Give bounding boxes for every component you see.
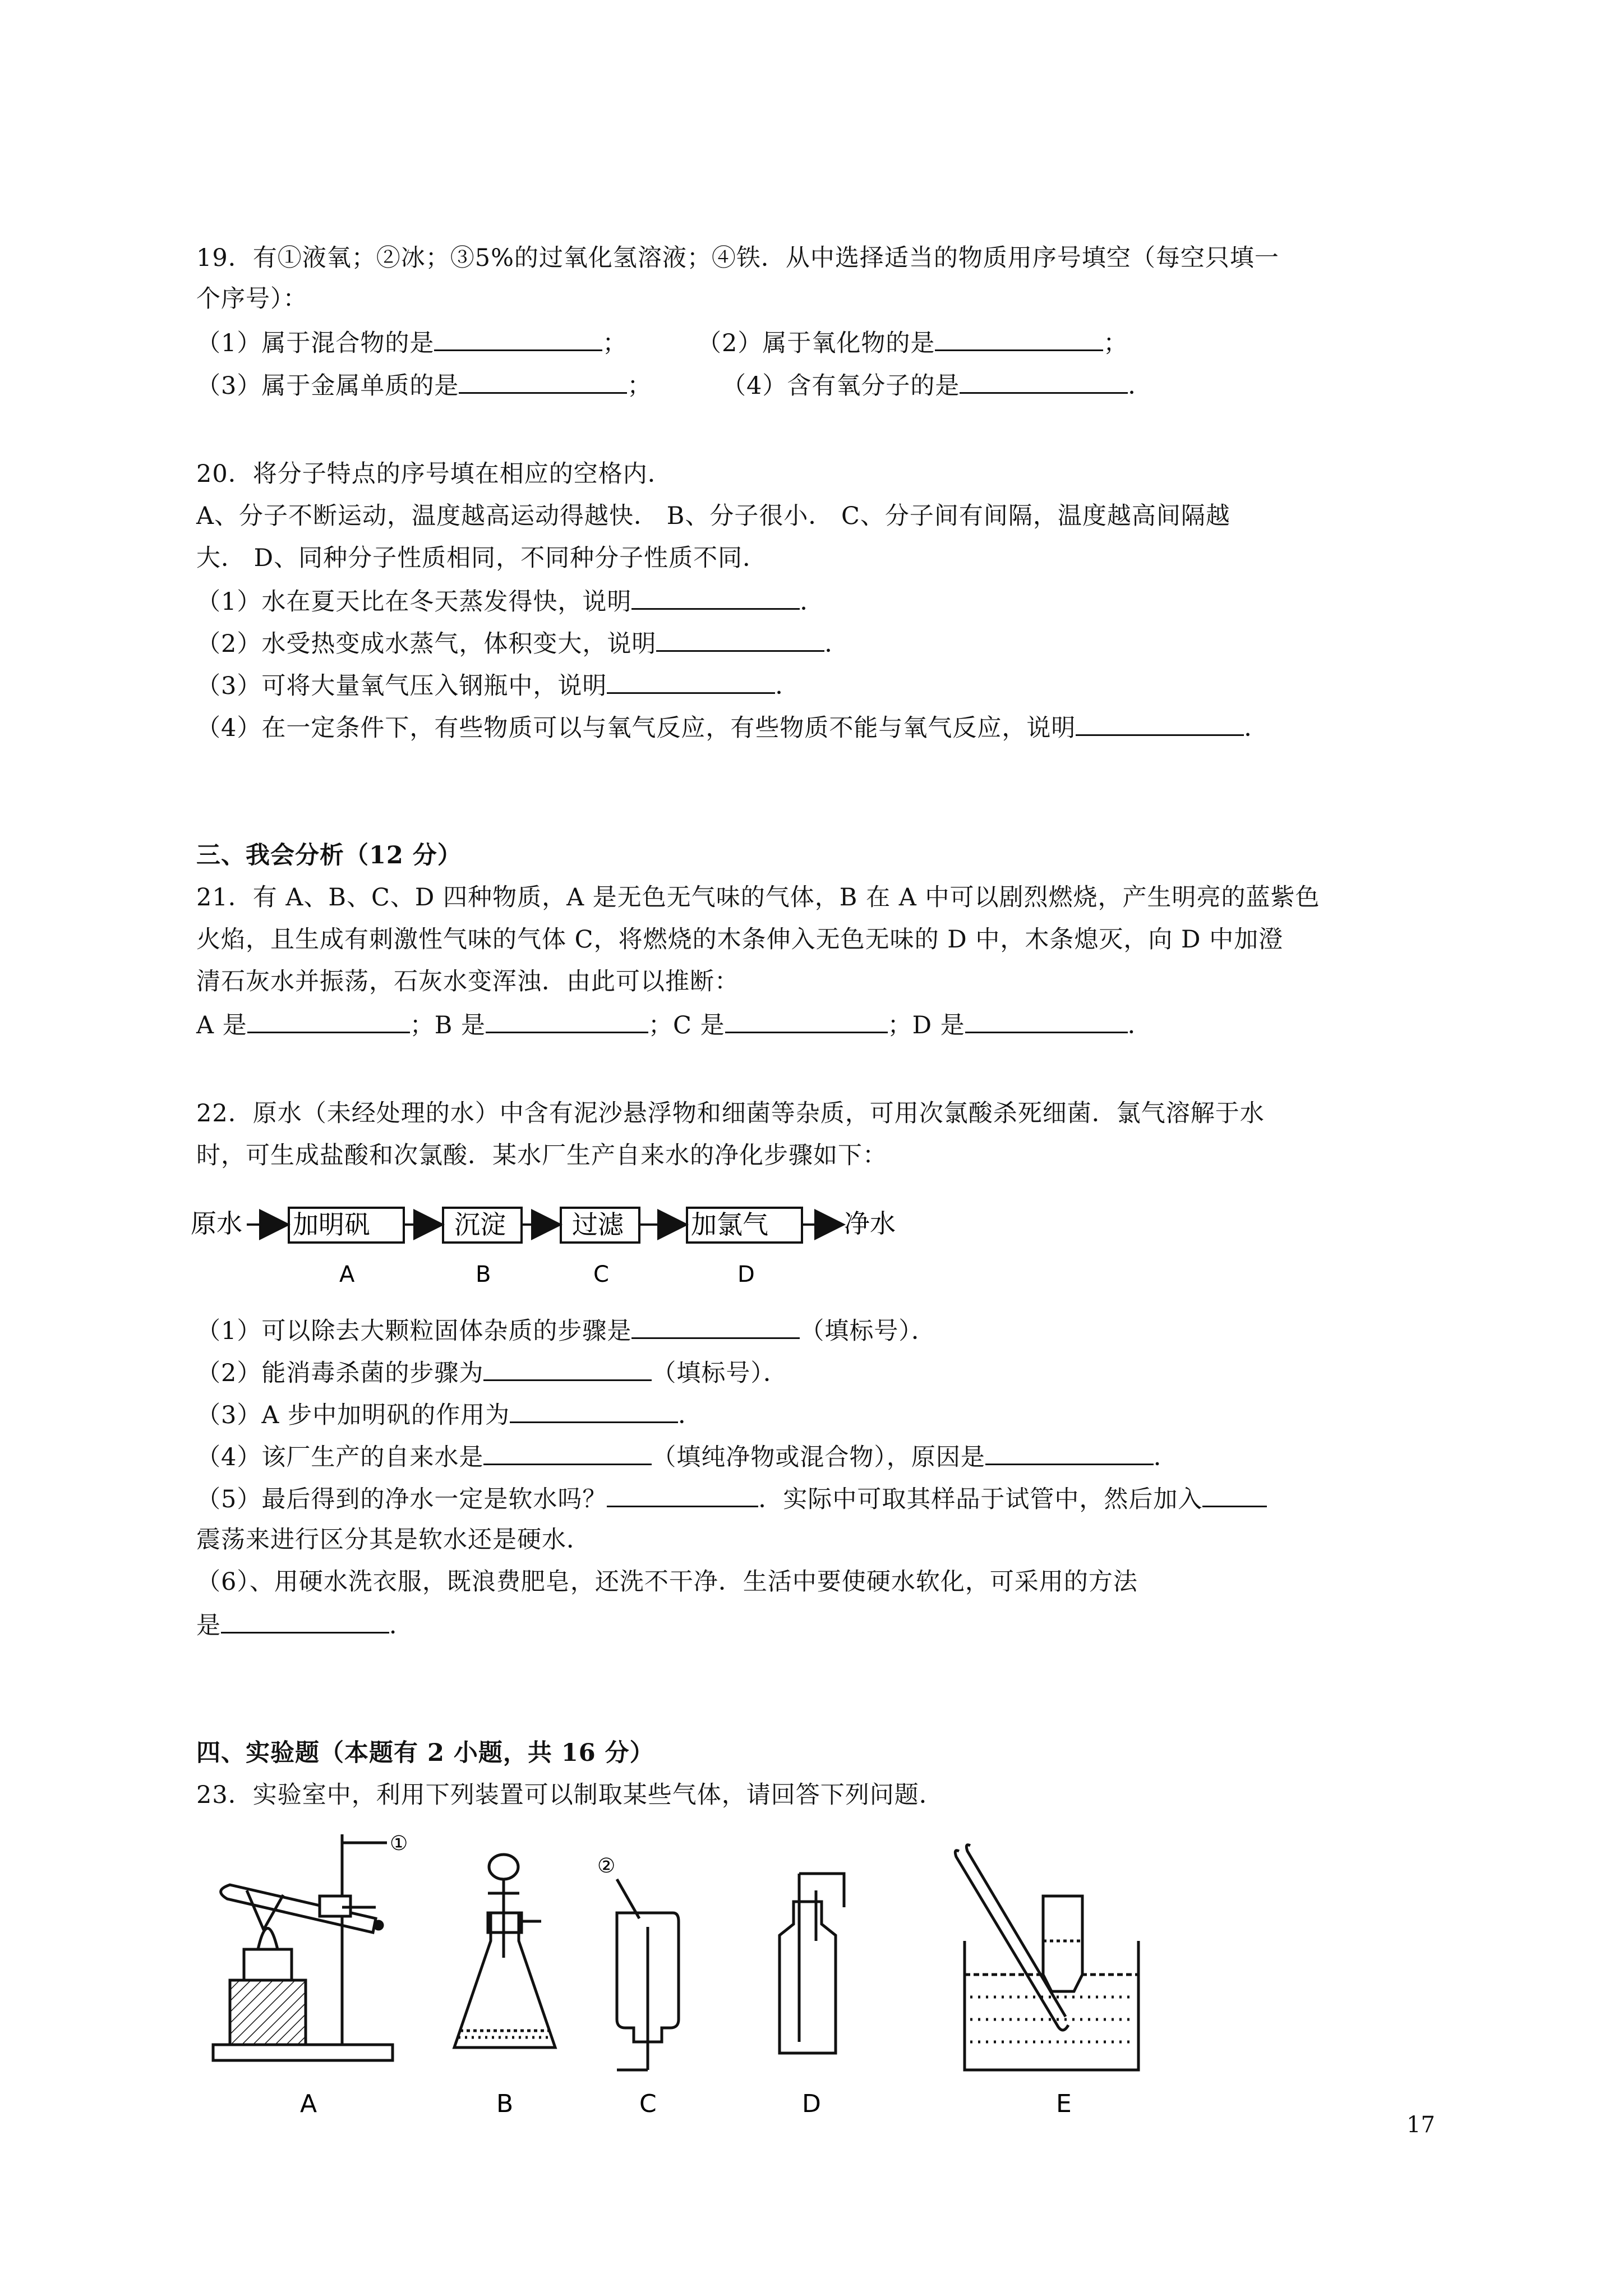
q22-row-6: （6）、用硬水洗衣服，既浪费肥皂，还洗不干净．生活中要使硬水软化，可采用的方法: [196, 1568, 1138, 1596]
flow-step-b-label: 沉淀: [454, 1209, 506, 1240]
q21-answers: [196, 1007, 1152, 1042]
q22-row-5-cont: 震荡来进行区分其是软水还是硬水．: [196, 1526, 591, 1554]
q22-part-1-end: （填标号）．: [800, 1317, 936, 1345]
q21-line-2: 火焰，且生成有刺激性气味的气体 C，将燃烧的木条伸入无色无味的 D 中，木条熄灭，向 D 中加澄: [196, 926, 1284, 954]
flow-start-label: 原水: [191, 1208, 242, 1239]
answer-blank[interactable]: [247, 1007, 410, 1033]
q19-part-2: （2）属于氧化物的是: [697, 329, 935, 357]
flow-step-c-label: 过滤: [572, 1209, 624, 1240]
q19-part-3: （3）属于金属单质的是: [196, 372, 459, 400]
q20-part-4: （4）在一定条件下，有些物质可以与氧气反应，有些物质不能与氧气反应，说明: [196, 714, 1076, 742]
q21-line-1: 21．有 A、B、C、D 四种物质，A 是无色无气味的气体，B 在 A 中可以剧烈燃烧，产生明亮的蓝紫色: [196, 884, 1320, 912]
apparatus-e-water-trough: [955, 1845, 1138, 2070]
apparatus-label-e: E: [1056, 2090, 1072, 2118]
q22-line-2: 时，可生成盐酸和次氯酸．某水厂生产自来水的净化步骤如下：: [196, 1142, 887, 1170]
lab-apparatus-figure: [191, 1829, 1155, 2120]
punctuation: ．: [800, 588, 825, 616]
apparatus-c-inverted-bottle: [617, 1879, 679, 2070]
answer-blank[interactable]: [656, 625, 824, 652]
q22-line-1: 22．原水（未经处理的水）中含有泥沙悬浮物和细菌等杂质，可用次氯酸杀死细菌．氯气溶解于水: [196, 1099, 1265, 1128]
page-number: 17: [1407, 2112, 1435, 2138]
answer-blank[interactable]: [221, 1607, 389, 1634]
q19-row-1: [196, 325, 1128, 360]
q22-row-5: [196, 1481, 1267, 1516]
q22-row-3: [196, 1397, 703, 1432]
q20-part-2: （2）水受热变成水蒸气，体积变大，说明: [196, 630, 657, 658]
punctuation: ．: [1128, 372, 1153, 400]
apparatus-label-b: B: [496, 2090, 514, 2118]
q22-part-1: （1）可以除去大颗粒固体杂质的步骤是: [196, 1317, 632, 1345]
q23-stem: 23．实验室中，利用下列装置可以制取某些气体，请回答下列问题．: [196, 1781, 944, 1809]
q22-part-2-end: （填标号）．: [652, 1359, 788, 1387]
answer-blank[interactable]: [483, 1439, 652, 1465]
answer-blank[interactable]: [483, 1355, 652, 1381]
answer-blank[interactable]: [607, 1481, 758, 1507]
flow-label-a: A: [339, 1262, 355, 1287]
q19-row-2: [196, 367, 1152, 403]
punctuation: ；: [602, 329, 628, 357]
punctuation: ；: [627, 372, 652, 400]
flow-label-b: B: [476, 1262, 491, 1287]
apparatus-label-c: C: [639, 2090, 657, 2118]
apparatus-b-flask-with-funnel: [454, 1855, 555, 2047]
punctuation: ；: [1103, 329, 1128, 357]
q20-stem: 20．将分子特点的序号填在相应的空格内．: [196, 460, 672, 488]
q21-label-d: ；D 是: [887, 1011, 965, 1039]
marker-2: ②: [597, 1855, 616, 1878]
q19-part-4: （4）含有氧分子的是: [722, 372, 960, 400]
answer-blank[interactable]: [960, 367, 1128, 394]
flow-step-a-label: 加明矾: [293, 1209, 370, 1240]
flow-label-c: C: [593, 1262, 609, 1287]
answer-blank[interactable]: [965, 1007, 1128, 1033]
answer-blank[interactable]: [631, 1313, 800, 1339]
punctuation: ．: [824, 630, 850, 658]
flow-step-d-label: 加氯气: [691, 1209, 768, 1240]
q20-options-line-1: A、分子不断运动，温度越高运动得越快． B、分子很小． C、分子间有间隔，温度越高间隔越: [196, 502, 1230, 530]
apparatus-d-gas-bottle: [780, 1874, 844, 2053]
q22-row-6-cont: [196, 1607, 414, 1642]
punctuation: ．: [1127, 1011, 1152, 1039]
section-4-title: 四、实验题（本题有 2 小题，共 16 分）: [196, 1739, 654, 1767]
q22-part-4-mid: （填纯净物或混合物），原因是: [652, 1443, 985, 1471]
apparatus-label-d: D: [802, 2090, 821, 2118]
q20-row-3: [196, 668, 800, 703]
q22-part-5: （5）最后得到的净水一定是软水吗？: [196, 1485, 607, 1513]
q22-part-4: （4）该厂生产的自来水是: [196, 1443, 484, 1471]
q22-row-2: [196, 1355, 788, 1390]
q20-row-4: [196, 710, 1269, 745]
punctuation: ．: [775, 672, 800, 700]
q21-label-c: ；C 是: [648, 1011, 725, 1039]
q22-part-6-cont: 是: [196, 1612, 221, 1640]
q20-row-1: [196, 583, 824, 619]
answer-blank[interactable]: [607, 668, 775, 694]
punctuation: ．: [389, 1612, 414, 1640]
answer-blank[interactable]: [1202, 1481, 1267, 1507]
answer-blank[interactable]: [631, 583, 800, 610]
punctuation: ．: [1244, 714, 1269, 742]
q20-row-2: [196, 625, 849, 661]
q20-part-3: （3）可将大量氧气压入钢瓶中，说明: [196, 672, 607, 700]
q20-part-1: （1）水在夏天比在冬天蒸发得快，说明: [196, 588, 632, 616]
flow-end-label: 净水: [844, 1208, 896, 1239]
apparatus-label-a: A: [300, 2090, 317, 2118]
answer-blank[interactable]: [459, 367, 627, 394]
answer-blank[interactable]: [725, 1007, 888, 1033]
q22-row-1: [196, 1313, 936, 1348]
q20-options-line-2: 大． D、同种分子性质相同，不同种分子性质不同．: [196, 544, 768, 572]
q21-line-3: 清石灰水并振荡，石灰水变浑浊．由此可以推断：: [196, 968, 739, 996]
q19-stem-line-1: 19．有①液氧；②冰；③5%的过氧化氢溶液；④铁．从中选择适当的物质用序号填空（每空只填一: [196, 244, 1279, 272]
answer-blank[interactable]: [1076, 710, 1244, 736]
q22-part-2: （2）能消毒杀菌的步骤为: [196, 1359, 484, 1387]
marker-1: ①: [390, 1832, 408, 1855]
section-3-title: 三、我会分析（12 分）: [196, 841, 462, 869]
q21-label-a: A 是: [196, 1011, 247, 1039]
answer-blank[interactable]: [486, 1007, 648, 1033]
water-purification-flowchart: [191, 1198, 976, 1299]
answer-blank[interactable]: [985, 1439, 1154, 1465]
q22-part-5-mid: ．实际中可取其样品于试管中，然后加入: [758, 1485, 1203, 1513]
q22-row-4: [196, 1439, 1178, 1474]
apparatus-a-heating-setup: [213, 1834, 393, 2060]
punctuation: ．: [678, 1401, 703, 1429]
q19-stem-line-2: 个序号）：: [196, 285, 308, 313]
punctuation: ．: [1153, 1443, 1178, 1471]
answer-blank[interactable]: [935, 325, 1103, 351]
q19-part-1: （1）属于混合物的是: [196, 329, 435, 357]
q21-label-b: ；B 是: [409, 1011, 486, 1039]
answer-blank[interactable]: [510, 1397, 678, 1423]
answer-blank[interactable]: [434, 325, 602, 351]
q22-part-3: （3）A 步中加明矾的作用为: [196, 1401, 510, 1429]
flow-label-d: D: [737, 1262, 755, 1287]
